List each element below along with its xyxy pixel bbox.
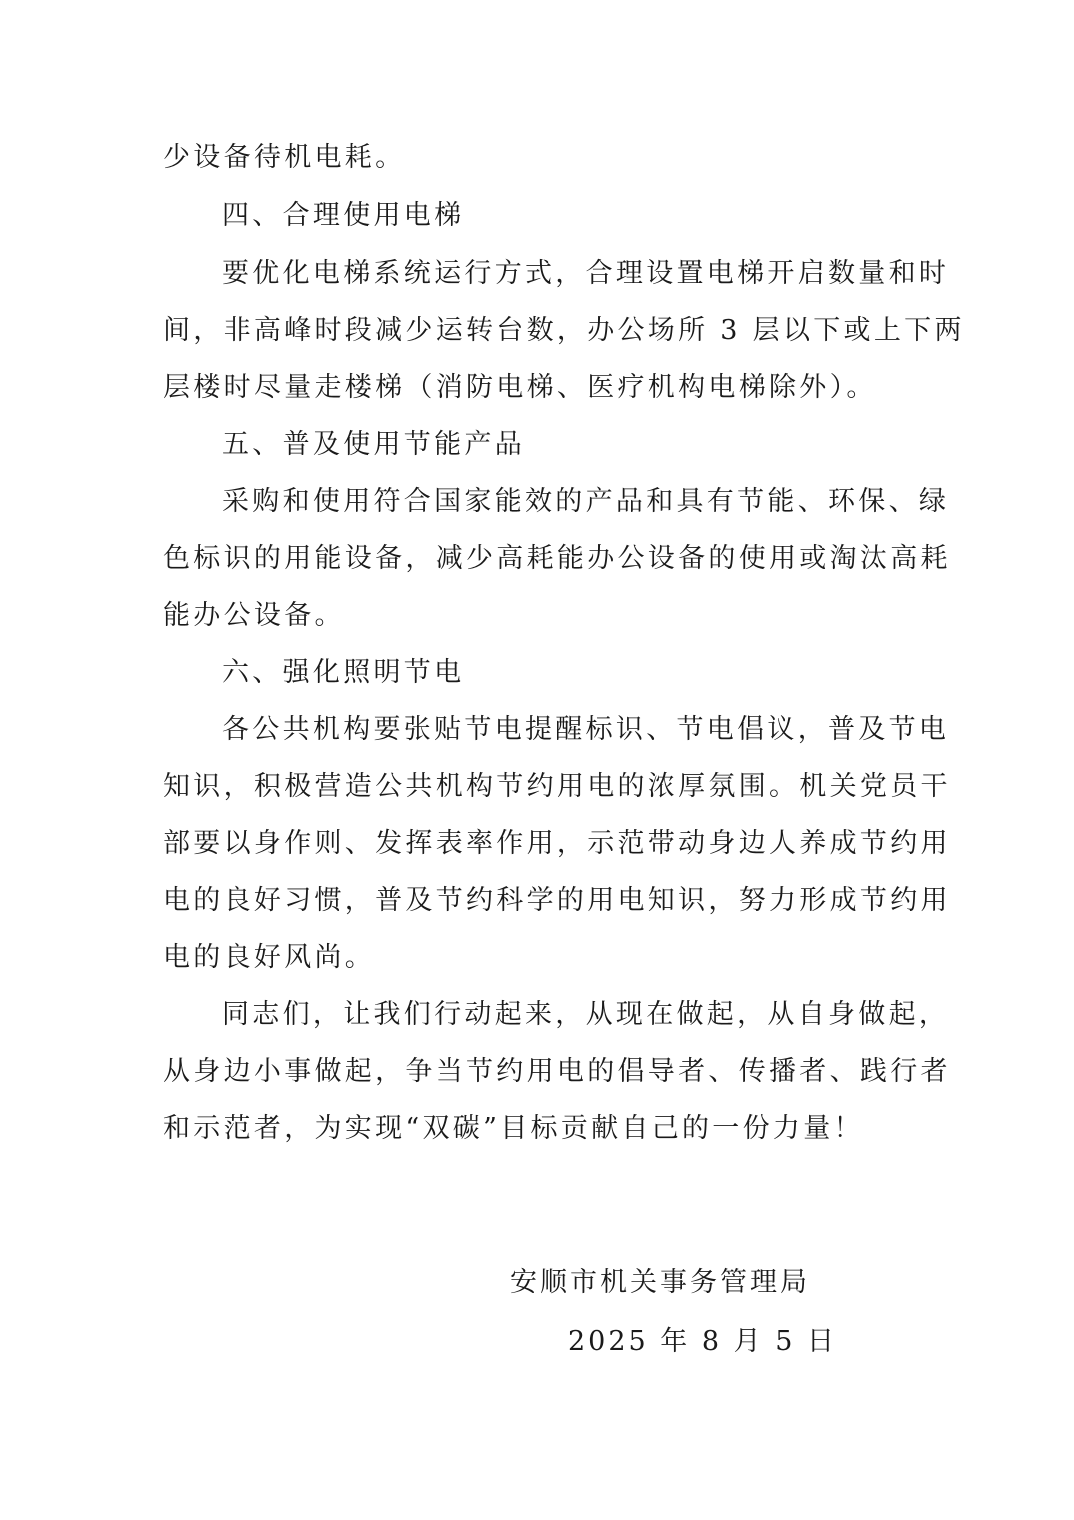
section-heading-lighting: 六、强化照明节电 bbox=[222, 657, 465, 688]
section-heading-products: 五、普及使用节能产品 bbox=[222, 429, 525, 460]
text-line: 间，非高峰时段减少运转台数，办公场所 3 层以下或上下两 bbox=[163, 315, 965, 346]
section-heading-elevator: 四、合理使用电梯 bbox=[222, 200, 465, 231]
text-line: 采购和使用符合国家能效的产品和具有节能、环保、绿 bbox=[222, 486, 950, 517]
text-line: 知识，积极营造公共机构节约用电的浓厚氛围。机关党员干 bbox=[163, 771, 951, 802]
closing-paragraph-line: 从身边小事做起，争当节约用电的倡导者、传播者、践行者 bbox=[163, 1056, 951, 1087]
closing-paragraph-line: 和示范者，为实现“双碳”目标贡献自己的一份力量！ bbox=[163, 1113, 864, 1144]
text-line: 层楼时尽量走楼梯（消防电梯、医疗机构电梯除外）。 bbox=[163, 372, 877, 403]
signature-date: 2025 年 8 月 5 日 bbox=[568, 1326, 837, 1357]
text-line: 电的良好风尚。 bbox=[163, 942, 376, 973]
text-line: 部要以身作则、发挥表率作用，示范带动身边人养成节约用 bbox=[163, 828, 951, 859]
closing-paragraph-line: 同志们，让我们行动起来，从现在做起，从自身做起， bbox=[222, 999, 950, 1030]
text-line: 少设备待机电耗。 bbox=[163, 142, 406, 173]
text-line: 电的良好习惯，普及节约科学的用电知识，努力形成节约用 bbox=[163, 885, 951, 916]
text-line: 能办公设备。 bbox=[163, 600, 345, 631]
text-line: 要优化电梯系统运行方式，合理设置电梯开启数量和时 bbox=[222, 258, 950, 289]
text-line: 各公共机构要张贴节电提醒标识、节电倡议，普及节电 bbox=[222, 714, 950, 745]
signature-organization: 安顺市机关事务管理局 bbox=[510, 1267, 810, 1298]
text-line: 色标识的用能设备，减少高耗能办公设备的使用或淘汰高耗 bbox=[163, 543, 951, 574]
